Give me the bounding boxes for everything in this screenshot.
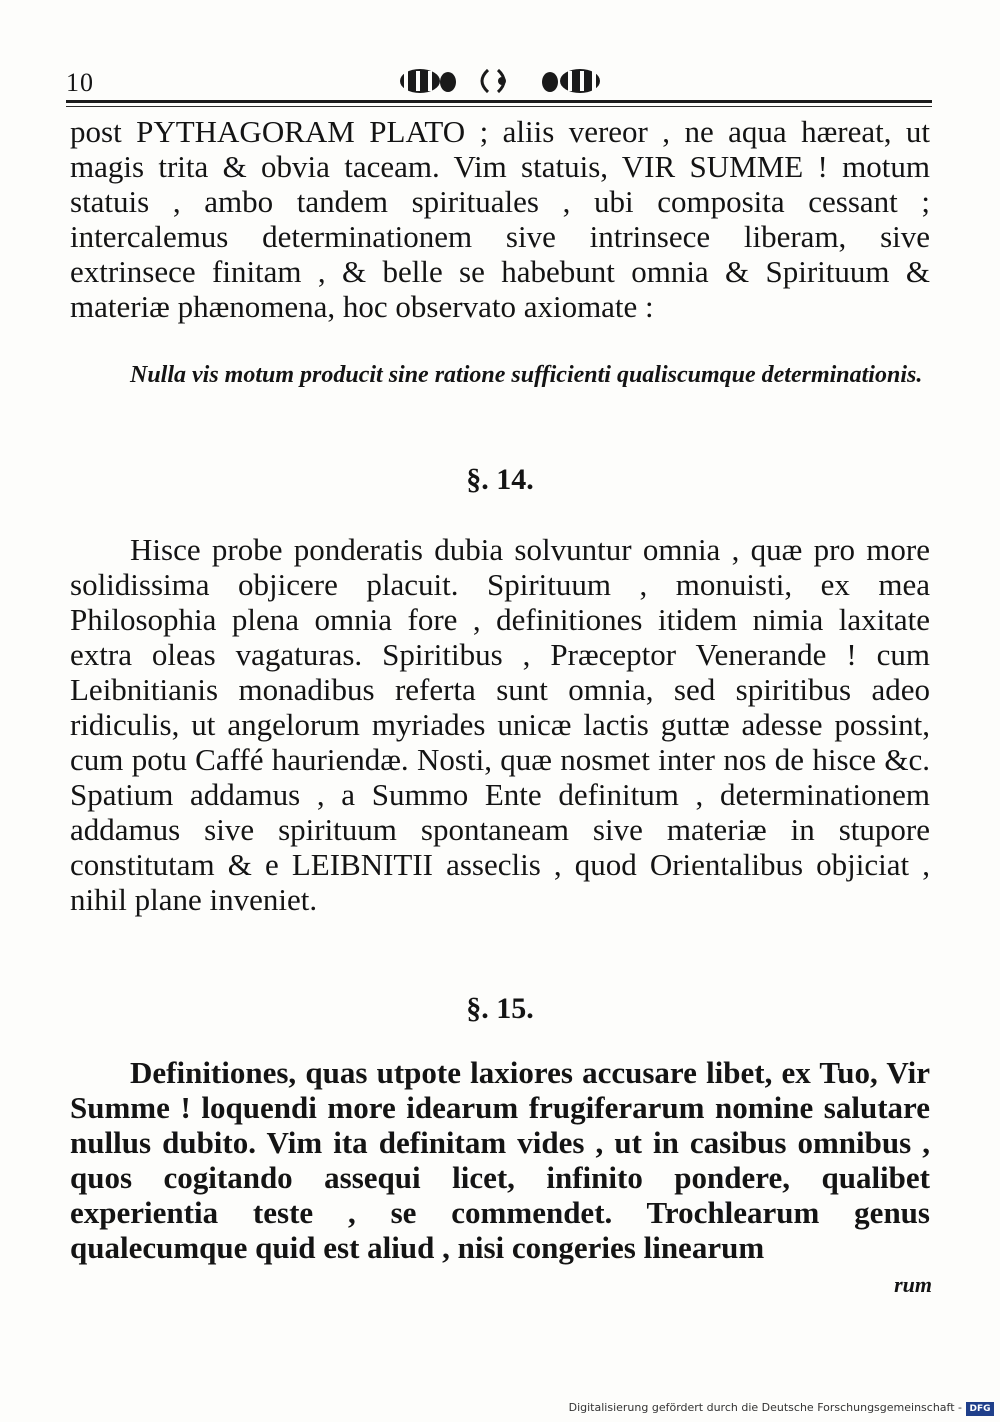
axiom-text: Nulla vis motum producit sine ratione sufficienti qualiscumque determinationis. xyxy=(130,362,923,388)
paragraph-3: Definitiones, quas utpote laxiores accusare libet, ex Tuo, Vir Summe ! loquendi more idearum frugiferarum nomine salutare nullus dubito. Vim ita definitam vides , ut in casibus omnibus , quos cogitando assequi licet, infinito pondere, qualibet experientia teste , se commendet. Trochlearum genus qualecumque quid est aliud , nisi congeries linearum xyxy=(70,1055,930,1265)
header-rule-thin xyxy=(66,106,932,107)
header-rule xyxy=(66,100,932,103)
printers-ornament xyxy=(390,62,620,100)
paragraph-2: Hisce probe ponderatis dubia solvuntur omnia , quæ pro more solidissima objicere placuit. Spirituum , monuisti, ex mea Philosophia plena omnia fore , definitiones itidem nimia laxitate extra oleas vagaturas. Spiritibus , Præceptor Venerande ! cum Leibnitianis monadibus referta sunt omnia, sed spiritibus adeo ridiculis, ut angelorum myriades unicæ lactis guttæ adesse possint, cum potu Caffé hauriendæ. Nosti, quæ nosmet inter nos de hisce &c. Spatium addamus , a Summo Ente definitum , determinationem addamus sive spirituum spontaneam sive materiæ in stupore constitutam & e LEIBNITII asseclis , quod Orientalibus objiciat , nihil plane inveniet. xyxy=(70,532,930,917)
paragraph-1: post PYTHAGORAM PLATO ; aliis vereor , ne aqua hæreat, ut magis trita & obvia taceam. Vim statuis, VIR SUMME ! motum statuis , ambo tandem spirituales , ubi composita cessant ; intercalemus determinationem sive intrinsece liberam, sive extrinsece finitam , & belle se habebunt omnia & Spirituum & materiæ phænomena, hoc observato axiomate : xyxy=(70,114,930,324)
page-number: 10 xyxy=(66,68,94,97)
dfg-logo: DFG xyxy=(966,1402,994,1416)
digitization-credit: Digitalisierung gefördert durch die Deutsche Forschungsgemeinschaft - xyxy=(568,1401,962,1414)
section-heading-15: §. 15. xyxy=(466,992,534,1025)
catchword: rum xyxy=(894,1272,932,1297)
section-heading-14: §. 14. xyxy=(466,463,534,496)
